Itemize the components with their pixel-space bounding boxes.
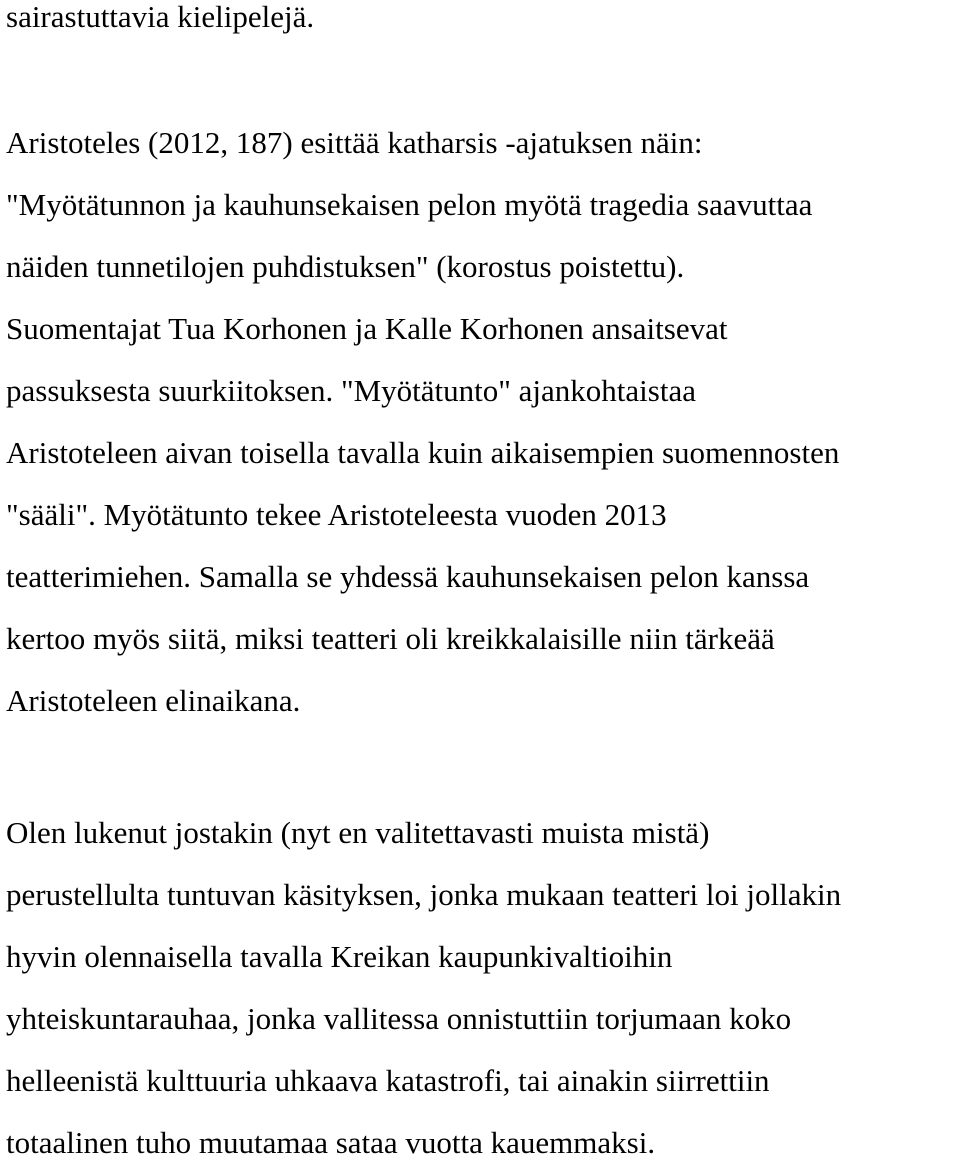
text-line: Suomentajat Tua Korhonen ja Kalle Korhonen ansaitsevat [6, 311, 728, 346]
text-line: helleenistä kulttuuria uhkaava katastrofi, tai ainakin siirrettiin [6, 1063, 770, 1098]
intro-text [6, 0, 314, 48]
text-line: hyvin olennaisella tavalla Kreikan kaupunkivaltioihin [6, 939, 673, 974]
text-line: näiden tunnetilojen puhdistuksen" (korostus poistettu). [6, 249, 685, 284]
text-line: yhteiskuntarauhaa, jonka vallitessa onnistuttiin torjumaan koko [6, 1001, 792, 1036]
text-line: Aristoteles (2012, 187) esittää katharsis -ajatuksen näin: [6, 125, 703, 160]
text-line: "Myötätunnon ja kauhunsekaisen pelon myötä tragedia saavuttaa [6, 187, 813, 222]
text-line: kertoo myös siitä, miksi teatteri oli kreikkalaisille niin tärkeää [6, 621, 775, 656]
text-line: passuksesta suurkiitoksen. "Myötätunto" ajankohtaistaa [6, 373, 696, 408]
paragraph-aristotle-katharsis [6, 112, 839, 732]
text-line: Olen lukenut jostakin (nyt en valitettavasti muista mistä) [6, 815, 710, 850]
text-line: totaalinen tuho muutamaa sataa vuotta kauemmaksi. [6, 1125, 656, 1160]
text-line: sairastuttavia kielipelejä. [6, 0, 315, 34]
text-line: Aristoteleen elinaikana. [6, 683, 301, 718]
paragraph-theatre-peace [6, 802, 841, 1174]
text-line: "sääli". Myötätunto tekee Aristoteleesta vuoden 2013 [6, 497, 667, 532]
text-line: Aristoteleen aivan toisella tavalla kuin aikaisempien suomennosten [6, 435, 840, 470]
text-line: perustellulta tuntuvan käsityksen, jonka mukaan teatteri loi jollakin [6, 877, 842, 912]
text-line: teatterimiehen. Samalla se yhdessä kauhunsekaisen pelon kanssa [6, 559, 810, 594]
